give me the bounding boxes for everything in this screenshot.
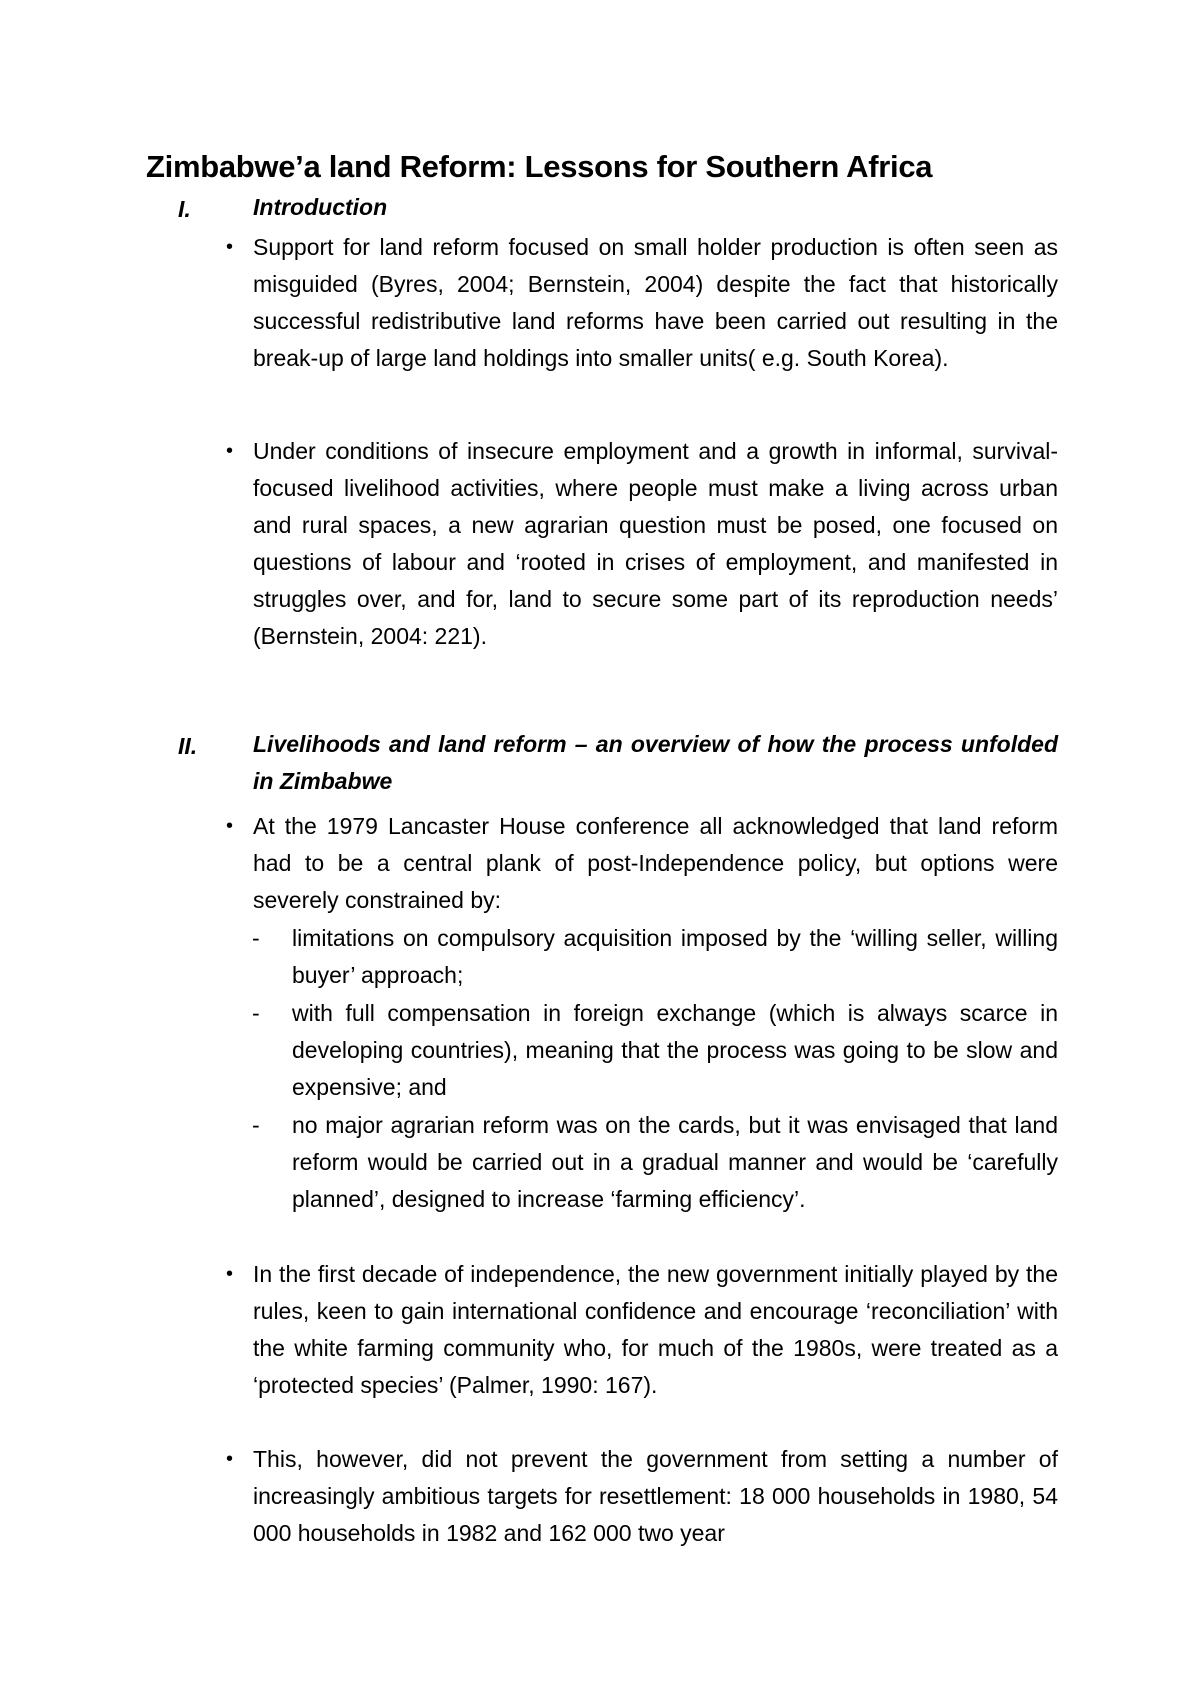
bullet-marker: • — [226, 236, 234, 258]
bullet-marker: • — [226, 1263, 234, 1285]
list-item-text: At the 1979 Lancaster House conference all acknowledged that land reform had to be a central plank of post-Independence policy, but options were severely constrained by: — [253, 813, 1058, 913]
list-item-text: This, however, did not prevent the government from setting a number of increasingly ambitious targets for resettlement: 18 000 households in 1980, 54 000 households in 1982 and 162 000 two year — [253, 1446, 1058, 1546]
bullet-marker: • — [226, 815, 234, 837]
document-title: Zimbabwe’a land Reform: Lessons for Southern Africa — [146, 149, 933, 184]
section-title: Livelihoods and land reform – an overview of how the process unfolded in Zimbabwe — [253, 731, 1058, 794]
dash-marker: - — [252, 1000, 260, 1026]
sub-list-item-text: no major agrarian reform was on the cards, but it was envisaged that land reform would be carried out in a gradual manner and would be ‘carefully planned’, designed to increase ‘farming efficiency’. — [292, 1112, 1058, 1212]
list-item-text: Support for land reform focused on small holder production is often seen as misguided (Byres, 2004; Bernstein, 2004) despite the fact that historically successful redistributive land reforms have been carried out resulting in the break-up of large land holdings into smaller units( e.g. South Korea). — [253, 234, 1058, 371]
list-item-text: In the first decade of independence, the new government initially played by the rules, keen to gain international confidence and encourage ‘reconciliation’ with the white farming community who, for much of the 1980s, were treated as a ‘protected species’ (Palmer, 1990: 167). — [253, 1261, 1058, 1398]
section-numeral: I. — [178, 196, 191, 222]
sub-list-item-text: limitations on compulsory acquisition imposed by the ‘willing seller, willing buyer’ approach; — [292, 925, 1058, 988]
list-item-text: Under conditions of insecure employment and a growth in informal, survival-focused livelihood activities, where people must make a living across urban and rural spaces, a new agrarian question must be posed, one focused on questions of labour and ‘rooted in crises of employment, and manifested in struggles over, and for, land to secure some part of its reproduction needs’ (Bernstein, 2004: 221). — [253, 438, 1058, 649]
section-title: Introduction — [253, 194, 388, 220]
dash-marker: - — [252, 1112, 260, 1138]
bullet-marker: • — [226, 1448, 234, 1470]
sub-list-item-text: with full compensation in foreign exchange (which is always scarce in developing countries), meaning that the process was going to be slow and expensive; and — [292, 1000, 1058, 1100]
dash-marker: - — [252, 925, 260, 951]
bullet-marker: • — [226, 440, 234, 462]
section-numeral: II. — [178, 733, 198, 759]
